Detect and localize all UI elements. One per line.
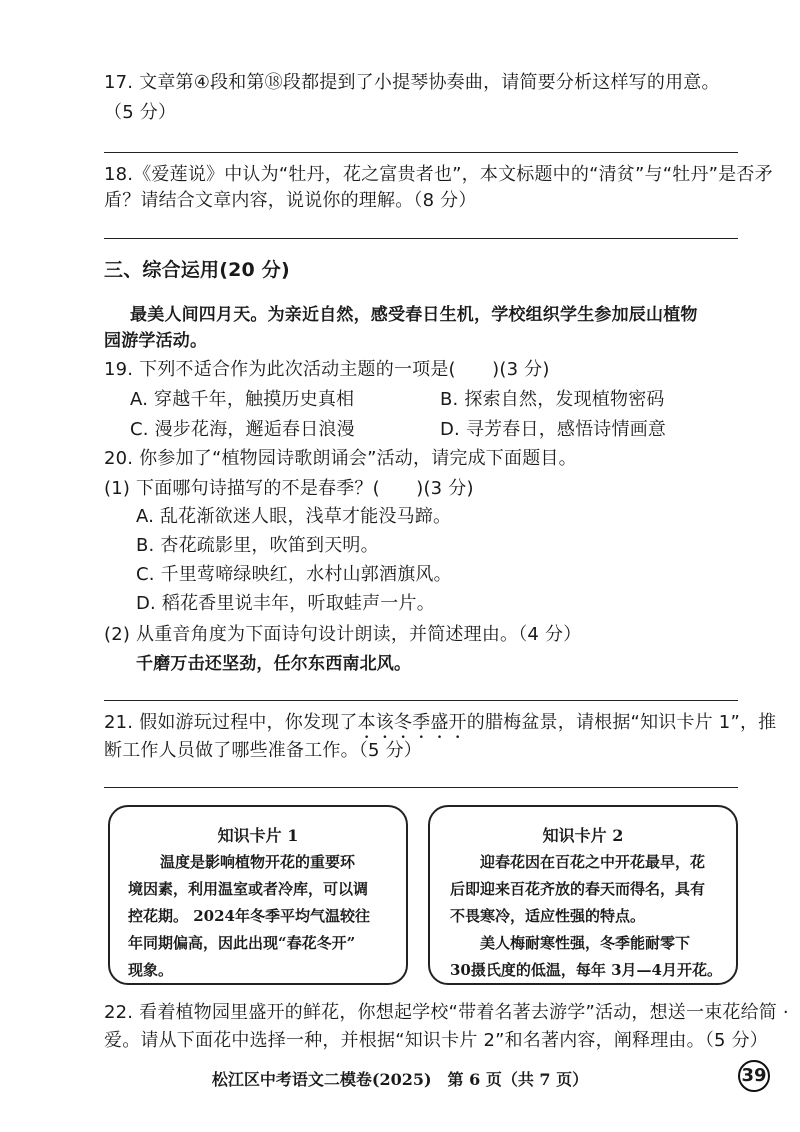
intro-line1: 最美人间四月天。为亲近自然，感受春日生机，学校组织学生参加辰山植物 (130, 305, 698, 325)
q20-poem: 千磨万击还坚劲，任尔东西南北风。 (136, 654, 412, 674)
page-number-badge: 39 (738, 1060, 770, 1092)
q21-answer-line[interactable] (104, 787, 738, 788)
q21-line1-pre: 21. 假如游玩过程中，你发现了 (104, 712, 358, 733)
q17-answer-line[interactable] (104, 152, 738, 153)
q22-line1: 22. 看着植物园里盛开的鲜花，你想起学校“带着名著去游学”活动，想送一束花给简 · (104, 1002, 789, 1023)
q20-option-b[interactable]: B. 杏花疏影里，吹笛到天明。 (136, 535, 379, 556)
q19-option-c[interactable]: C. 漫步花海，邂逅春日浪漫 (130, 419, 355, 440)
card1-line: 温度是影响植物开花的重要环 (160, 853, 356, 871)
q18-answer-line[interactable] (104, 238, 738, 239)
card1-line: 现象。 (128, 961, 174, 979)
card1-title: 知识卡片 1 (217, 826, 299, 845)
q21-line1-post: 的腊梅盆景，请根据“知识卡片 1”，推 (466, 712, 777, 733)
card2-line: 不畏寒冷，适应性强的特点。 (450, 907, 646, 925)
knowledge-card-2 (428, 805, 738, 985)
q22-line2: 爱。请从下面花中选择一种，并根据“知识卡片 2”和名著内容，阐释理由。（5 分） (104, 1030, 768, 1051)
q20-option-c[interactable]: C. 千里莺啼绿映红，水村山郭酒旗风。 (136, 564, 452, 585)
q21-emphasis: 本该冬季盛开 (357, 712, 467, 733)
intro-line2: 园游学活动。 (104, 331, 208, 351)
card2-title: 知识卡片 2 (542, 826, 624, 845)
q21-line2: 断工作人员做了哪些准备工作。（5 分） (104, 740, 422, 761)
q18-line2: 盾？请结合文章内容，说说你的理解。（8 分） (104, 190, 477, 211)
card2-line: 30摄氏度的低温，每年 3月—4月开花。 (450, 961, 722, 979)
q17-line1: 17. 文章第④段和第⑱段都提到了小提琴协奏曲，请简要分析这样写的用意。 (104, 72, 720, 93)
q20-stem: 20. 你参加了“植物园诗歌朗诵会”活动，请完成下面题目。 (104, 448, 577, 469)
q18-line1: 18.《爱莲说》中认为“牡丹，花之富贵者也”，本文标题中的“清贫”与“牡丹”是否矛 (104, 164, 773, 185)
q17-line2: （5 分） (104, 102, 177, 123)
card2-line: 迎春花因在百花之中开花最早，花 (480, 853, 706, 871)
q19-stem: 19. 下列不适合作为此次活动主题的一项是( )(3 分) (104, 359, 550, 380)
q19-option-b[interactable]: B. 探索自然，发现植物密码 (440, 389, 665, 410)
knowledge-card-1 (108, 805, 408, 985)
q20-sub2: (2) 从重音角度为下面诗句设计朗读，并简述理由。（4 分） (104, 624, 582, 645)
q20-option-a[interactable]: A. 乱花渐欲迷人眼，浅草才能没马蹄。 (136, 506, 452, 527)
card1-line: 年同期偏高，因此出现“春花冬开” (128, 934, 356, 952)
card1-line: 境因素，利用温室或者冷库，可以调 (128, 880, 369, 898)
card2-line: 美人梅耐寒性强，冬季能耐零下 (480, 934, 691, 952)
q20-sub1: (1) 下面哪句诗描写的不是春季？( )(3 分) (104, 478, 474, 499)
card1-line: 控花期。 2024年冬季平均气温较往 (128, 907, 370, 925)
q20-option-d[interactable]: D. 稻花香里说丰年，听取蛙声一片。 (136, 593, 435, 614)
q19-option-a[interactable]: A. 穿越千年，触摸历史真相 (130, 389, 355, 410)
card2-line: 后即迎来百花齐放的春天而得名，具有 (450, 880, 706, 898)
section-title: 三、综合运用(20 分) (104, 259, 290, 281)
page-footer: 松江区中考语文二模卷(2025) 第 6 页（共 7 页） (211, 1070, 589, 1089)
q20-answer-line[interactable] (104, 700, 738, 701)
q19-option-d[interactable]: D. 寻芳春日，感悟诗情画意 (440, 419, 667, 440)
